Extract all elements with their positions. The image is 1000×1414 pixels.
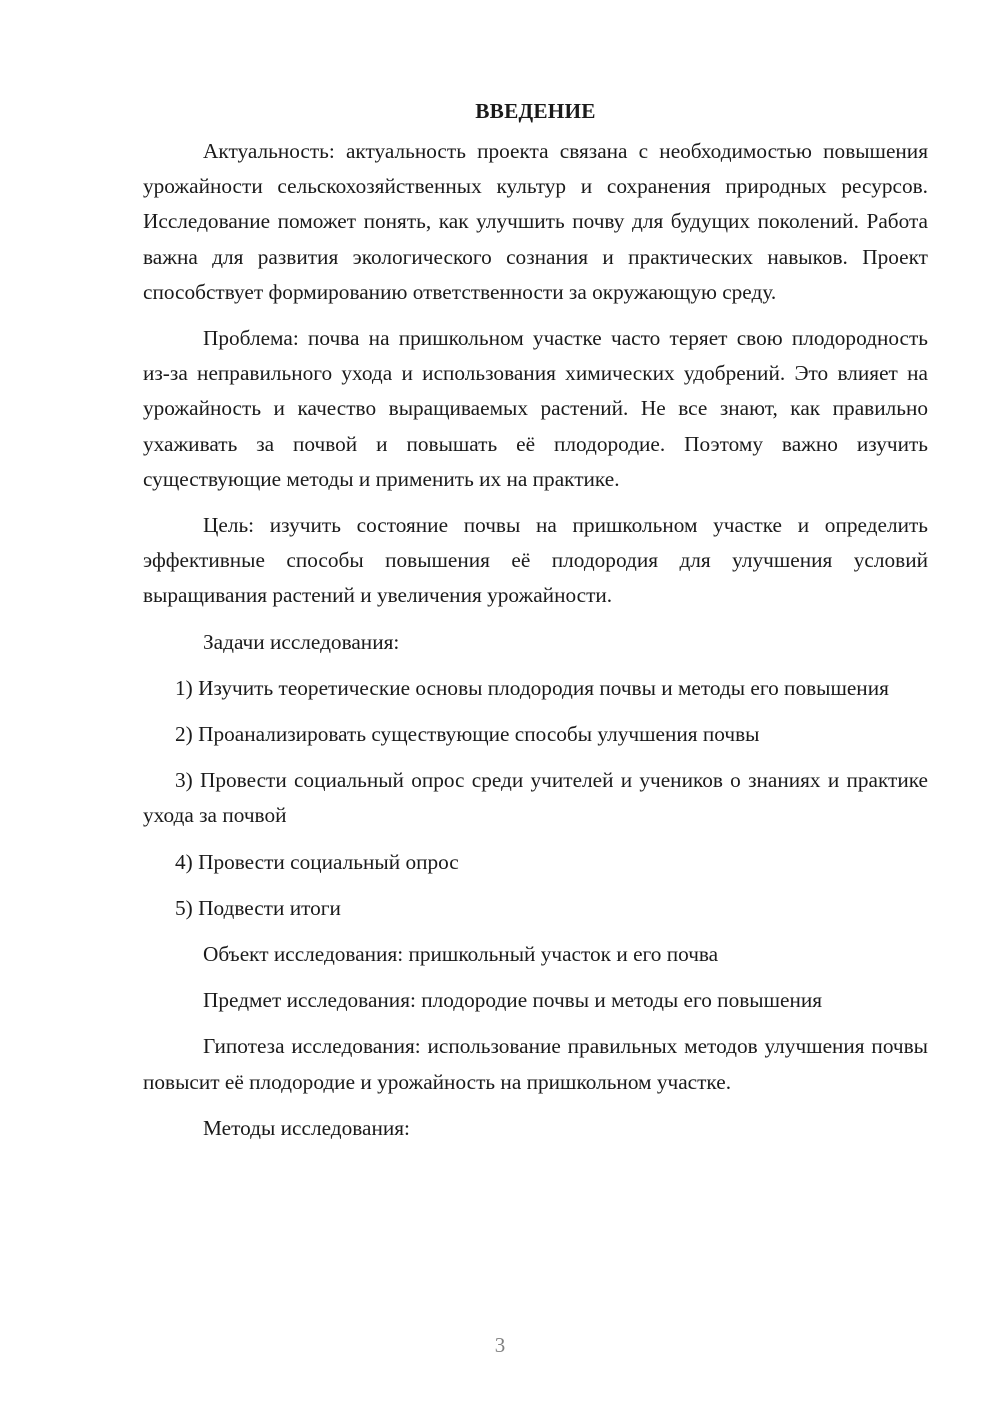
problem-paragraph: Проблема: почва на пришкольном участке часто теряет свою плодородность из-за неправильного ухода и использования химических удобрений. Это влияет на урожайность и качество выращиваемых растений. Не все знают, как правильно ухаживать за почвой и повышать её плодородие. Поэтому важно изучить существующие методы и применить их на практике.: [143, 326, 928, 491]
page-number: 3: [494, 1333, 506, 1357]
methods-heading: Методы исследования:: [203, 1115, 410, 1140]
subject-line: Предмет исследования: плодородие почвы и методы его повышения: [203, 988, 823, 1013]
section-title: ВВЕДЕНИЕ: [475, 99, 596, 123]
hypothesis-paragraph: Гипотеза исследования: использование правильных методов улучшения почвы повысит её плодородие и урожайность на пришкольном участке.: [143, 1034, 928, 1094]
task-item: 4) Провести социальный опрос: [175, 849, 459, 874]
relevance-paragraph: Актуальность: актуальность проекта связана с необходимостью повышения урожайности сельскохозяйственных культур и сохранения природных ресурсов. Исследование поможет понять, как улучшить почву для будущих поколений. Работа важна для развития экологического сознания и практических навыков. Проект способствует формированию ответственности за окружающую среду.: [143, 139, 928, 304]
task-item: 3) Провести социальный опрос среди учителей и учеников о знаниях и практике ухода за почвой: [143, 768, 928, 828]
task-item: 2) Проанализировать существующие способы улучшения почвы: [175, 722, 760, 747]
tasks-heading: Задачи исследования:: [203, 629, 400, 654]
goal-paragraph: Цель: изучить состояние почвы на пришкольном участке и определить эффективные способы повышения её плодородия для улучшения условий выращивания растений и увеличения урожайности.: [143, 513, 928, 608]
object-line: Объект исследования: пришкольный участок и его почва: [203, 942, 719, 967]
task-item: 5) Подвести итоги: [175, 895, 341, 920]
document-page: [143, 96, 928, 1157]
task-item: 1) Изучить теоретические основы плодородия почвы и методы его повышения: [175, 675, 889, 700]
